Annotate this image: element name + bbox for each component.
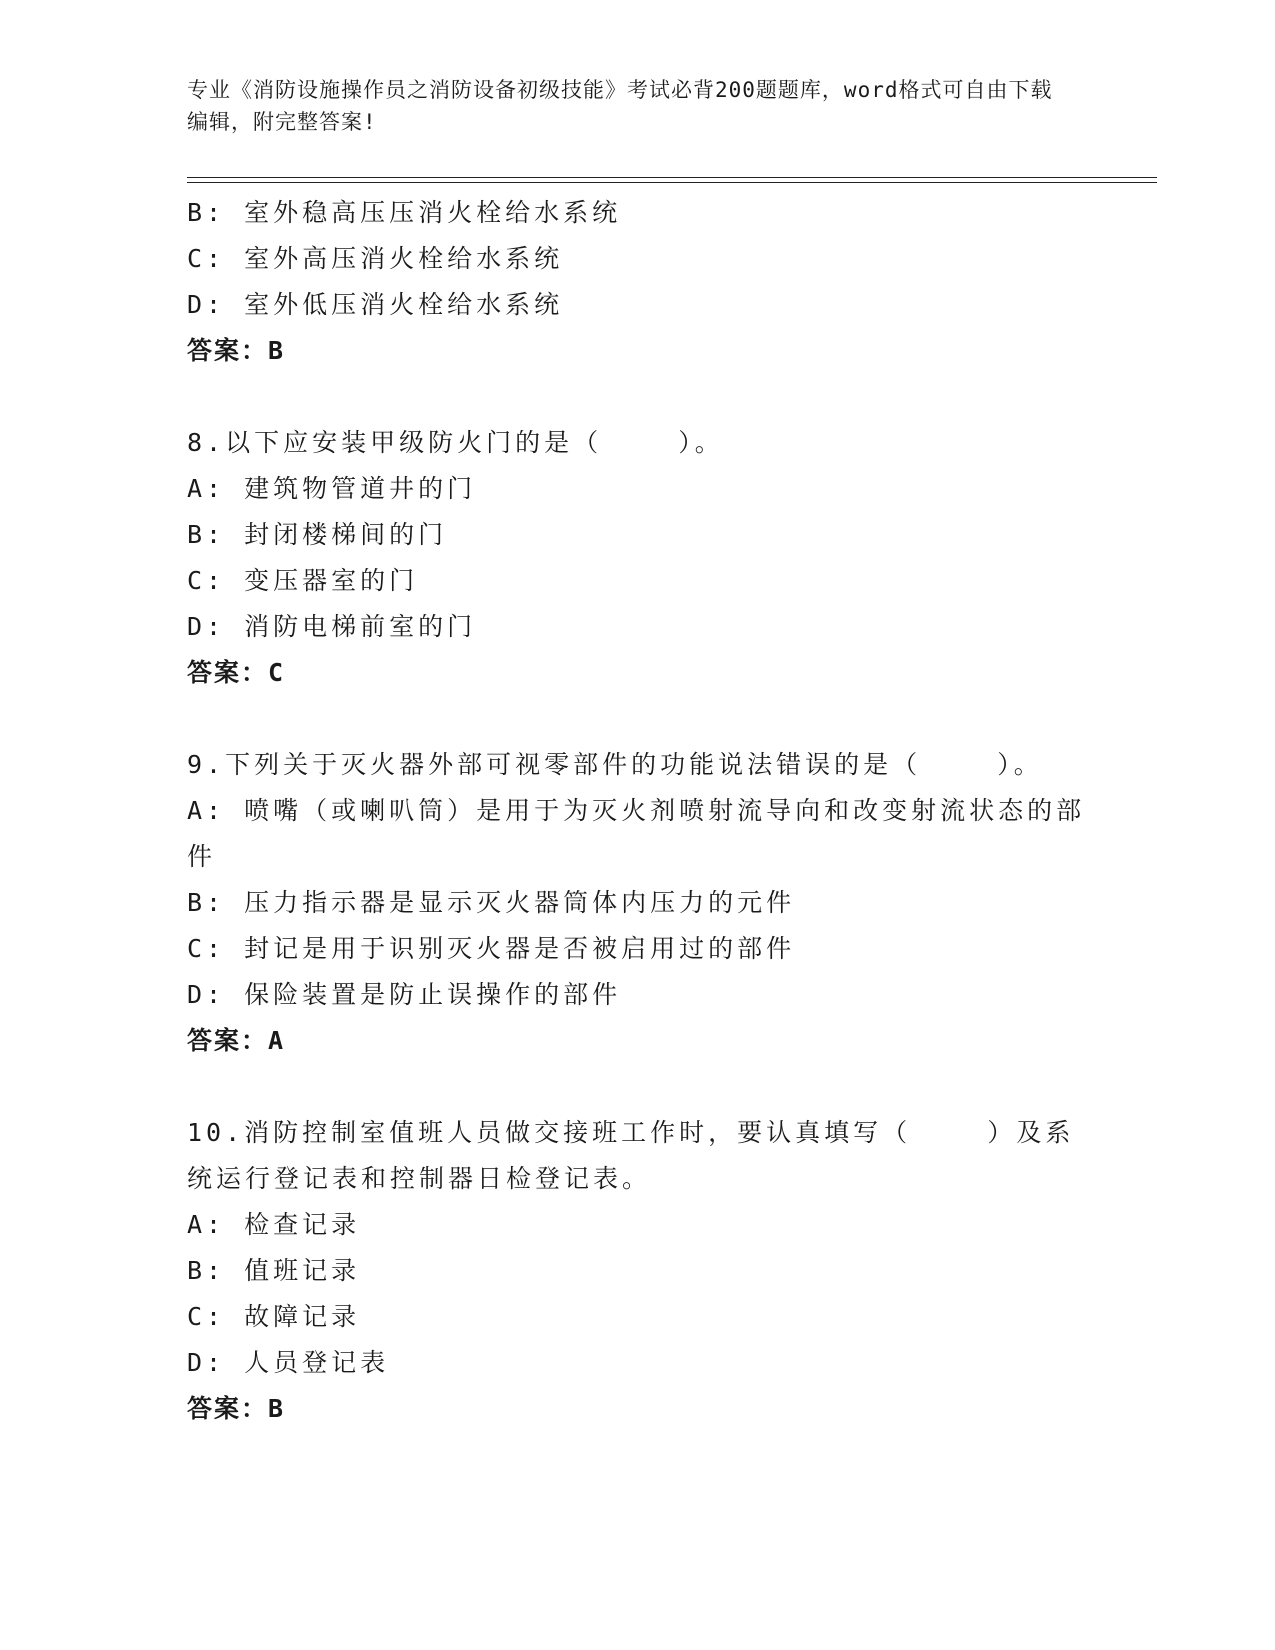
- option-c: C: 封记是用于识别灭火器是否被启用过的部件: [187, 934, 796, 963]
- question-block-9: [187, 742, 1087, 1064]
- option-c: C: 变压器室的门: [187, 566, 419, 595]
- option-b: B: 封闭楼梯间的门: [187, 520, 448, 549]
- option-b: B: 值班记录: [187, 1256, 361, 1285]
- question-text: 8.以下应安装甲级防火门的是（ ）。: [187, 428, 724, 457]
- answer-label: 答案：A: [187, 1026, 286, 1055]
- option-c: C: 室外高压消火栓给水系统: [187, 244, 564, 273]
- option-d: D: 消防电梯前室的门: [187, 612, 477, 641]
- answer-label: 答案：C: [187, 658, 286, 687]
- question-block-10: [187, 1110, 1087, 1432]
- header-divider-top: [187, 177, 1157, 178]
- answer-label: 答案：B: [187, 1394, 286, 1423]
- answer-label: 答案：B: [187, 336, 286, 365]
- question-block-7: [187, 190, 1087, 374]
- question-block-8: [187, 420, 1087, 696]
- header-divider-bottom: [187, 182, 1157, 183]
- option-d: D: 保险装置是防止误操作的部件: [187, 980, 622, 1009]
- option-d: D: 人员登记表: [187, 1348, 390, 1377]
- option-a: A: 喷嘴（或喇叭筒）是用于为灭火剂喷射流导向和改变射流状态的部件: [187, 796, 1086, 871]
- question-text: 9.下列关于灭火器外部可视零部件的功能说法错误的是（ ）。: [187, 750, 1043, 779]
- question-list: [187, 190, 1087, 1432]
- option-b: B: 压力指示器是显示灭火器筒体内压力的元件: [187, 888, 796, 917]
- option-c: C: 故障记录: [187, 1302, 361, 1331]
- document-header: 专业《消防设施操作员之消防设备初级技能》考试必背200题题库，word格式可自由下载编辑，附完整答案!: [187, 78, 1053, 134]
- option-a: A: 检查记录: [187, 1210, 361, 1239]
- option-d: D: 室外低压消火栓给水系统: [187, 290, 564, 319]
- option-a: A: 建筑物管道井的门: [187, 474, 477, 503]
- question-text: 10.消防控制室值班人员做交接班工作时，要认真填写（ ）及系统运行登记表和控制器日检登记表。: [187, 1118, 1075, 1193]
- option-b: B: 室外稳高压压消火栓给水系统: [187, 198, 622, 227]
